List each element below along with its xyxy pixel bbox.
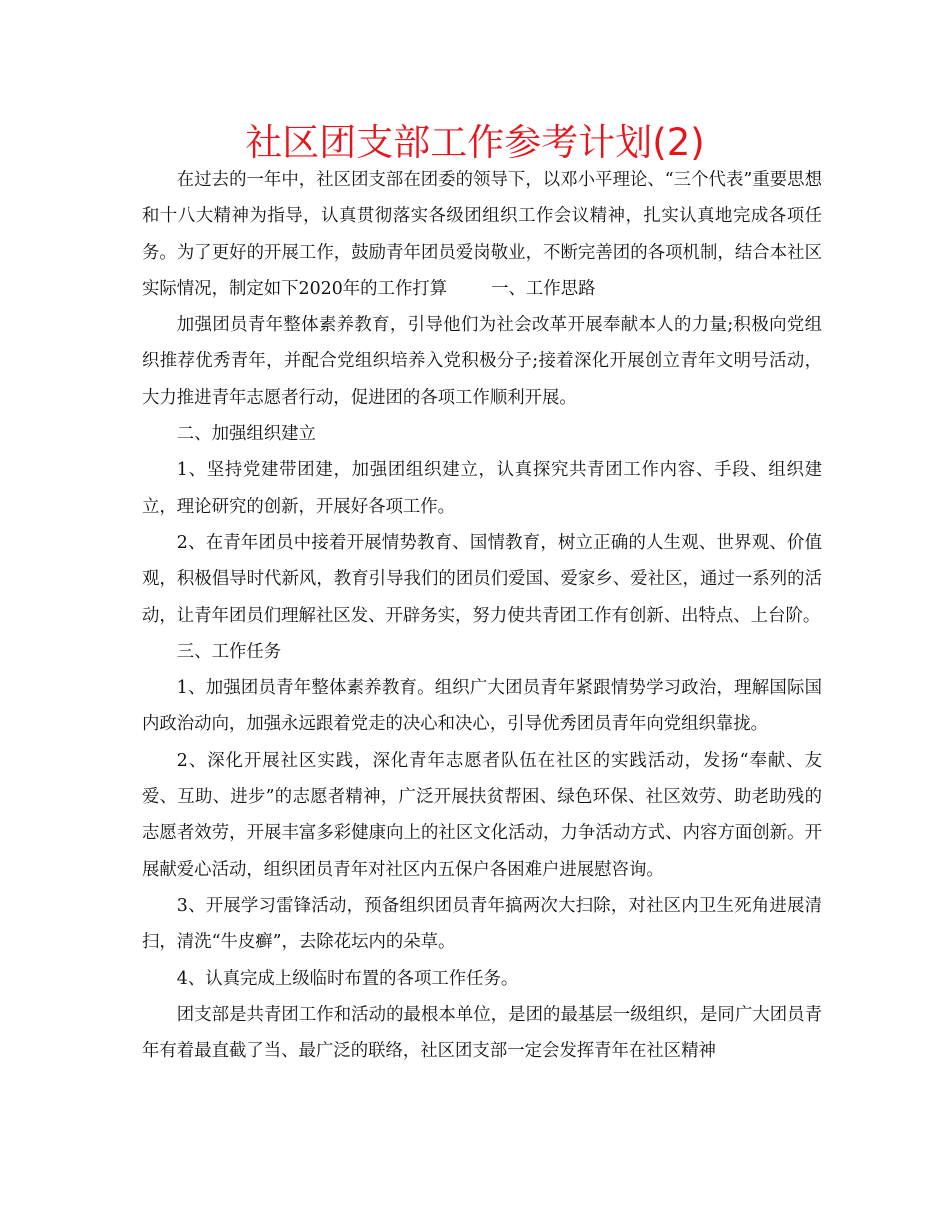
section-heading-tasks: 三、工作任务 — [176, 641, 282, 662]
section-heading-organization: 二、加强组织建立 — [176, 424, 316, 445]
section-heading-work-ideas: 一、工作思路 — [491, 278, 596, 299]
paragraph-task-4: 4、认真完成上级临时布置的各项工作任务。 — [176, 968, 519, 989]
paragraph-intro — [142, 162, 822, 307]
paragraph-work-ideas: 加强团员青年整体素养教育，引导他们为社会改革开展奉献本人的力量;积极向党组织推荐优秀青年，并配合党组织培养入党积极分子;接着深化开展创立青年文明号活动，大力推进青年志愿者行动，促进团的各项工作顺利开展。 — [142, 315, 822, 408]
paragraph-closing: 团支部是共青团工作和活动的最根本单位，是团的最基层一级组织，是同广大团员青年有着最直截了当、最广泛的联络，社区团支部一定会发挥青年在社区精神 — [142, 1004, 822, 1062]
paragraph-task-3: 3、开展学习雷锋活动，预备组织团员青年搞两次大扫除，对社区内卫生死角进展清扫，清洗“牛皮癣”，去除花坛内的朵草。 — [142, 895, 822, 953]
paragraph-task-2: 2、深化开展社区实践，深化青年志愿者队伍在社区的实践活动，发扬“奉献、友爱、互助、进步”的志愿者精神，广泛开展扶贫帮困、绿色环保、社区效劳、助老助残的志愿者效劳，开展丰富多彩健康向上的社区文化活动，力争活动方式、内容方面创新。开展献爱心活动，组织团员青年对社区内五保户各困难户进展慰咨询。 — [142, 750, 822, 880]
paragraph-task-1: 1、加强团员青年整体素养教育。组织广大团员青年紧跟情势学习政治，理解国际国内政治动向，加强永远跟着党走的决心和决心，引导优秀团员青年向党组织靠拢。 — [142, 678, 822, 735]
paragraph-intro-text: 在过去的一年中，社区团支部在团委的领导下，以邓小平理论、“三个代表”重要思想和十八大精神为指导，认真贯彻落实各级团组织工作会议精神，扎实认真地完成各项任务。为了更好的开展工作，鼓励青年团员爱岗敬业，不断完善团的各项机制，结合本社区实际情况，制定如下2020年的工作打算 — [142, 170, 822, 299]
document-title: 社区团支部工作参考计划(2) — [245, 121, 705, 164]
paragraph-organization-1: 1、坚持党建带团建，加强团组织建立，认真探究共青团工作内容、手段、组织建立，理论研究的创新，开展好各项工作。 — [142, 460, 822, 517]
paragraph-organization-2: 2、在青年团员中接着开展情势教育、国情教育，树立正确的人生观、世界观、价值观，积极倡导时代新风，教育引导我们的团员们爱国、爱家乡、爱社区，通过一系列的活动，让青年团员们理解社区发、开辟务实，努力使共青团工作有创新、出特点、上台阶。 — [142, 532, 822, 626]
document-body — [142, 162, 822, 1069]
